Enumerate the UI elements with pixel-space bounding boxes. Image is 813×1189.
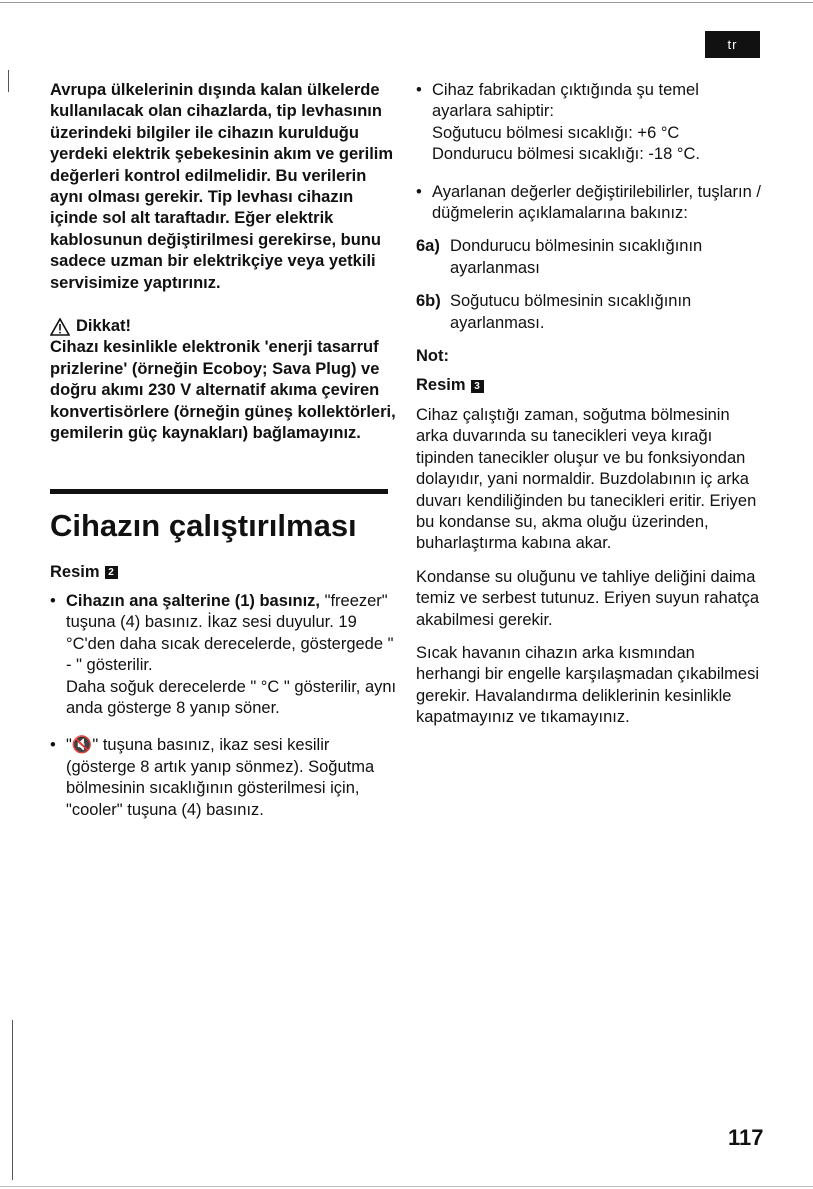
bullet-text: Ayarlanan değerler değiştirilebilirler, tuşların / düğmelerin açıklamalarına bakınız: bbox=[432, 182, 761, 223]
bullet-text: Soğutucu bölmesi sıcaklığı: +6 °C bbox=[432, 123, 680, 142]
bullet-text: Cihaz fabrikadan çıktığında şu temel ayarlara sahiptir: bbox=[432, 81, 699, 121]
language-badge: tr bbox=[705, 31, 760, 58]
bullet-text: Daha soğuk derecelerde " °C " gösterilir, aynı anda gösterge 8 yanıp söner. bbox=[66, 677, 397, 717]
figure-label: Resim bbox=[416, 376, 466, 395]
step-text: Dondurucu bölmesinin sıcaklığının ayarlanması bbox=[450, 237, 703, 277]
drain-paragraph: Kondanse su oluğunu ve tahliye deliğini daima temiz ve serbest tutunuz. Eriyen suyun rahatça akabilmesi gerekir. bbox=[416, 567, 760, 629]
margin-mark bbox=[12, 1020, 13, 1180]
figure-reference bbox=[50, 562, 400, 583]
list-item bbox=[416, 182, 762, 225]
warning-triangle-icon bbox=[50, 318, 70, 336]
section-divider bbox=[50, 489, 388, 494]
step-number: 6b) bbox=[416, 292, 441, 311]
warning-title: Dikkat! bbox=[76, 317, 132, 336]
step-text: Soğutucu bölmesinin sıcaklığının ayarlanması. bbox=[450, 292, 692, 332]
bullet-text: "🔇" tuşuna basınız, ikaz sesi kesilir (gösterge 8 artık yanıp sönmez). Soğutma bölmesinin sıcaklığının gösterilmesi için, "cooler" tuşuna (4) basınız. bbox=[66, 736, 375, 819]
bullet-lead: Cihazın ana şalterine (1) basınız, bbox=[66, 591, 320, 610]
bullet-text: Dondurucu bölmesi sıcaklığı: -18 °C. bbox=[432, 145, 700, 164]
mains-voltage-paragraph: Avrupa ülkelerinin dışında kalan ülkelerde kullanılacak olan cihazlarda, tip levhasının üzerindeki bilgiler ile cihazın kurulduğu yerdeki elektrik şebekesinin akım ve gerilim değerleri kontrol edilmelidir. Bu verilerin aynı olması gerekir. Tip levhası cihazın içinde sol alt taraftadır. Eğer elektrik kablosunun değiştirilmesi gerekirse, bunu sadece uzman bir elektrikçiye veya yetkili servisimize yaptırınız. bbox=[50, 81, 394, 292]
page-number: 117 bbox=[728, 1125, 764, 1150]
condensation-paragraph: Cihaz çalıştığı zaman, soğutma bölmesinin arka duvarında su tanecikleri veya kırağı tipinden tanecikler oluşur ve bu fonksiyondan dolayıdır, yani normaldir. Buzdolabının iç arka duvarı kendiliğinden bu tanecikleri eritir. Eriyen bu kondanse su, akma oluğu üzerinden, buharlaştırma kabına akar. bbox=[416, 405, 757, 553]
margin-mark bbox=[8, 70, 9, 92]
section-title: Cihazın çalıştırılması bbox=[50, 507, 357, 543]
right-column bbox=[416, 80, 762, 729]
warning-text: Cihazı kesinlikle elektronik 'enerji tasarruf prizlerine' (örneğin Ecoboy; Sava Plug) ve doğru akımı 230 V alternatif akıma çeviren konvertisörlere (örneğin güneş kollektörleri, gemilerin güç kaynakları) bağlamayınız. bbox=[50, 338, 396, 443]
bottom-rule bbox=[0, 1186, 813, 1187]
figure-number: 2 bbox=[105, 566, 118, 579]
list-item bbox=[416, 80, 762, 166]
figure-reference bbox=[416, 375, 762, 396]
warning-heading bbox=[50, 316, 400, 337]
list-item bbox=[50, 591, 400, 719]
top-rule bbox=[0, 2, 813, 3]
step-6a bbox=[416, 236, 762, 279]
figure-number: 3 bbox=[471, 380, 484, 393]
step-6b bbox=[416, 291, 762, 334]
step-number: 6a) bbox=[416, 237, 440, 256]
list-item bbox=[50, 735, 400, 821]
note-label: Not: bbox=[416, 347, 449, 366]
bullet-text: "freezer" tuşuna (4) basınız. İkaz sesi duyulur. 19 °C'den daha sıcak derecelerde, göstergede " - " gösterilir. bbox=[66, 591, 394, 675]
ventilation-paragraph: Sıcak havanın cihazın arka kısmından herhangi bir engelle karşılaşmadan çıkabilmesi gerekir. Havalandırma deliklerinin kesinlikle kapatmayınız ve tıkamayınız. bbox=[416, 643, 760, 727]
left-column bbox=[50, 80, 400, 821]
figure-label: Resim bbox=[50, 562, 100, 581]
